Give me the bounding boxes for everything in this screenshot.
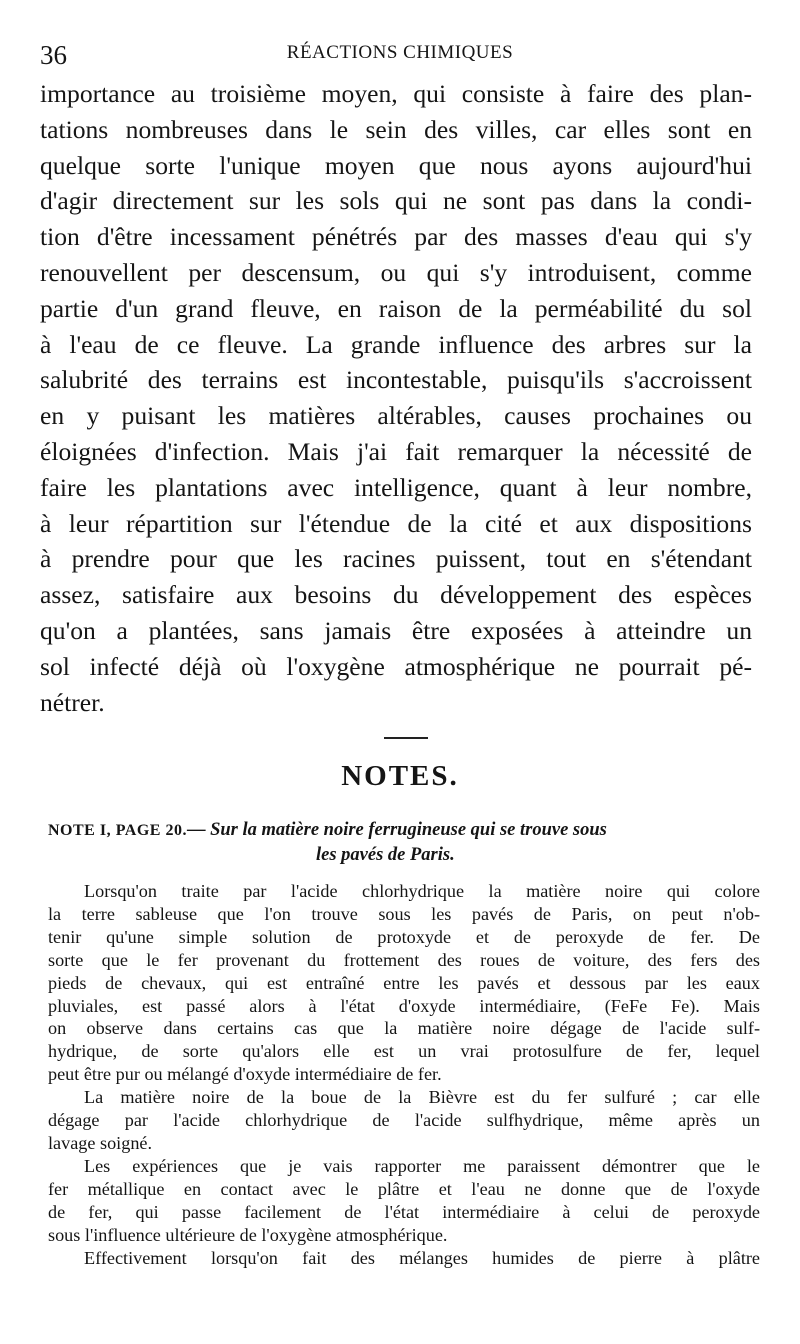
text-line: assez, satisfaire aux besoins du développement des espèces <box>40 580 752 610</box>
note-body <box>48 880 760 1269</box>
page-number: 36 <box>40 40 67 70</box>
note-line: dégage par l'acide chlorhydrique de l'acide sulfhydrique, même après un <box>48 1110 760 1131</box>
note-line: tenir qu'une simple solution de protoxyde et de peroxyde de fer. De <box>48 926 760 947</box>
note-line: hydrique, de sorte qu'alors elle est un vrai protosulfure de fer, lequel <box>48 1041 760 1062</box>
note-line: peut être pur ou mélangé d'oxyde intermédiaire de fer. <box>48 1064 442 1085</box>
running-head: RÉACTIONS CHIMIQUES <box>286 42 514 63</box>
text-line: à l'eau de ce fleuve. La grande influence des arbres sur la <box>40 329 752 359</box>
note-title <box>48 818 760 867</box>
note-title-line: Sur la matière noire ferrugineuse qui se trouve sous <box>210 820 607 840</box>
note-line: la terre sableuse que l'on trouve sous les pavés de Paris, on peut n'ob- <box>48 903 760 924</box>
text-line: quelque sorte l'unique moyen que nous ayons aujourd'hui <box>40 150 752 180</box>
main-paragraph <box>40 76 752 720</box>
section-divider <box>384 737 428 739</box>
note-line: Lorsqu'on traite par l'acide chlorhydrique la matière noire qui colore <box>84 881 760 901</box>
text-line: éloignées d'infection. Mais j'ai fait remarquer la nécessité de <box>40 436 752 466</box>
text-line: salubrité des terrains est incontestable, puisqu'ils s'accroissent <box>40 365 752 395</box>
text-line: renouvellent per descensum, ou qui s'y introduisent, comme <box>40 257 752 287</box>
text-line: partie d'un grand fleuve, en raison de la perméabilité du sol <box>40 293 752 323</box>
note-line: fer métallique en contact avec le plâtre et l'eau ne donne que de l'oxyde <box>48 1178 760 1199</box>
note-line: La matière noire de la boue de la Bièvre est du fer sulfuré ; car elle <box>84 1087 760 1108</box>
note-title-line: les pavés de Paris. <box>316 845 455 865</box>
text-line: nétrer. <box>40 687 105 717</box>
text-line: à prendre pour que les racines puissent, tout en s'étendant <box>40 544 752 574</box>
note-line: Effectivement lorsqu'on fait des mélanges humides de pierre à plâtre <box>84 1247 760 1268</box>
text-line: sol infecté déjà où l'oxygène atmosphérique ne pourrait pé- <box>40 651 752 681</box>
text-line: à leur répartition sur l'étendue de la cité et aux dispositions <box>40 508 752 538</box>
page-header <box>40 36 760 72</box>
text-line: faire les plantations avec intelligence, quant à leur nombre, <box>40 472 752 502</box>
note-line: on observe dans certains cas que la matière noire dégage de l'acide sulf- <box>48 1018 760 1039</box>
note-line: Les expériences que je vais rapporter me paraissent démontrer que le <box>84 1155 760 1176</box>
notes-heading: NOTES. <box>341 760 459 792</box>
note-line: pieds de chevaux, qui est entraîné entre les pavés et dessous par les eaux <box>48 972 760 993</box>
page-reference: PAGE 20. <box>115 822 187 839</box>
title-dash: — <box>186 820 206 840</box>
text-line: d'agir directement sur les sols qui ne sont pas dans la condi- <box>40 186 752 216</box>
note-line: lavage soigné. <box>48 1132 153 1153</box>
note-label: NOTE I, <box>48 822 112 839</box>
note-line: de fer, qui passe facilement de l'état intermédiaire à celui de peroxyde <box>48 1201 760 1222</box>
text-line: importance au troisième moyen, qui consiste à faire des plan- <box>40 79 752 108</box>
text-line: tion d'être incessament pénétrés par des masses d'eau qui s'y <box>40 222 752 252</box>
note-line: pluviales, est passé alors à l'état d'oxyde intermédiaire, (FeFe Fe). Mais <box>48 995 760 1016</box>
text-line: qu'on a plantées, sans jamais être exposées à atteindre un <box>40 615 752 645</box>
note-line: sorte que le fer provenant du frottement des roues de voiture, des fers des <box>48 949 760 970</box>
text-line: en y puisant les matières altérables, causes prochaines ou <box>40 401 752 431</box>
text-line: tations nombreuses dans le sein des villes, car elles sont en <box>40 114 752 144</box>
note-line: sous l'influence ultérieure de l'oxygène atmosphérique. <box>48 1224 448 1245</box>
